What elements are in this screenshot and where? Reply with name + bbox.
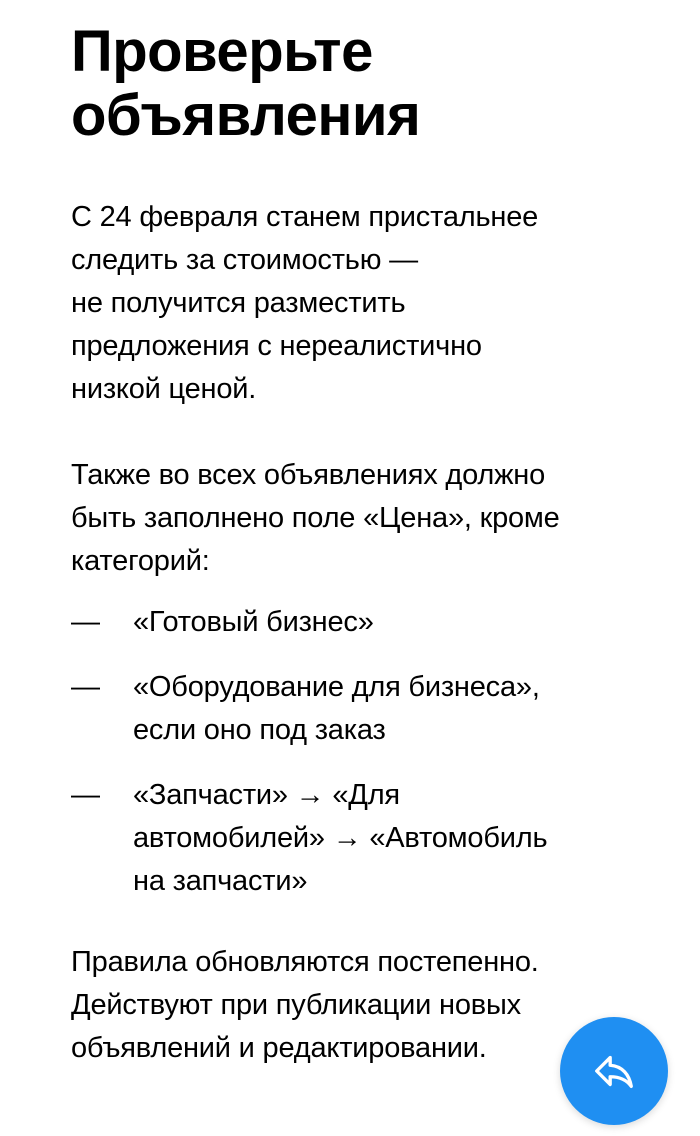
text-line: Также во всех объявлениях должно: [71, 459, 546, 491]
share-arrow-icon: [591, 1048, 637, 1094]
list-item-text: автомобилей» → «Автомобиль: [133, 822, 548, 854]
text-line: категорий:: [71, 545, 210, 577]
article-content: [71, 20, 671, 1070]
intro-paragraph: [71, 196, 671, 411]
text-line: предложения с нереалистично: [71, 330, 482, 362]
list-item-text: «Запчасти» → «Для: [133, 779, 400, 811]
share-button[interactable]: [560, 1017, 668, 1125]
title-line: Проверьте: [71, 19, 373, 84]
category-exceptions-list: [71, 601, 671, 903]
list-item-text: на запчасти»: [133, 865, 308, 897]
text-line: С 24 февраля станем пристальнее: [71, 201, 539, 233]
title-line: объявления: [71, 83, 421, 148]
text-line: следить за стоимостью —: [71, 244, 418, 276]
list-item: [71, 666, 671, 752]
list-item: [71, 601, 671, 644]
list-item-text: «Оборудование для бизнеса»,: [133, 671, 540, 703]
text-line: не получится разместить: [71, 287, 406, 319]
list-item-text: «Готовый бизнес»: [133, 606, 374, 638]
text-line: Действуют при публикации новых: [71, 989, 521, 1021]
page-title: [71, 20, 671, 148]
list-bullet: —: [71, 779, 100, 811]
text-line: низкой ценой.: [71, 373, 257, 405]
text-line: объявлений и редактировании.: [71, 1032, 487, 1064]
price-field-paragraph: [71, 454, 671, 583]
list-item: [71, 774, 671, 903]
text-line: Правила обновляются постепенно.: [71, 946, 539, 978]
list-item-text: если оно под заказ: [133, 714, 386, 746]
list-bullet: —: [71, 671, 100, 703]
text-line: быть заполнено поле «Цена», кроме: [71, 502, 560, 534]
list-bullet: —: [71, 606, 100, 638]
